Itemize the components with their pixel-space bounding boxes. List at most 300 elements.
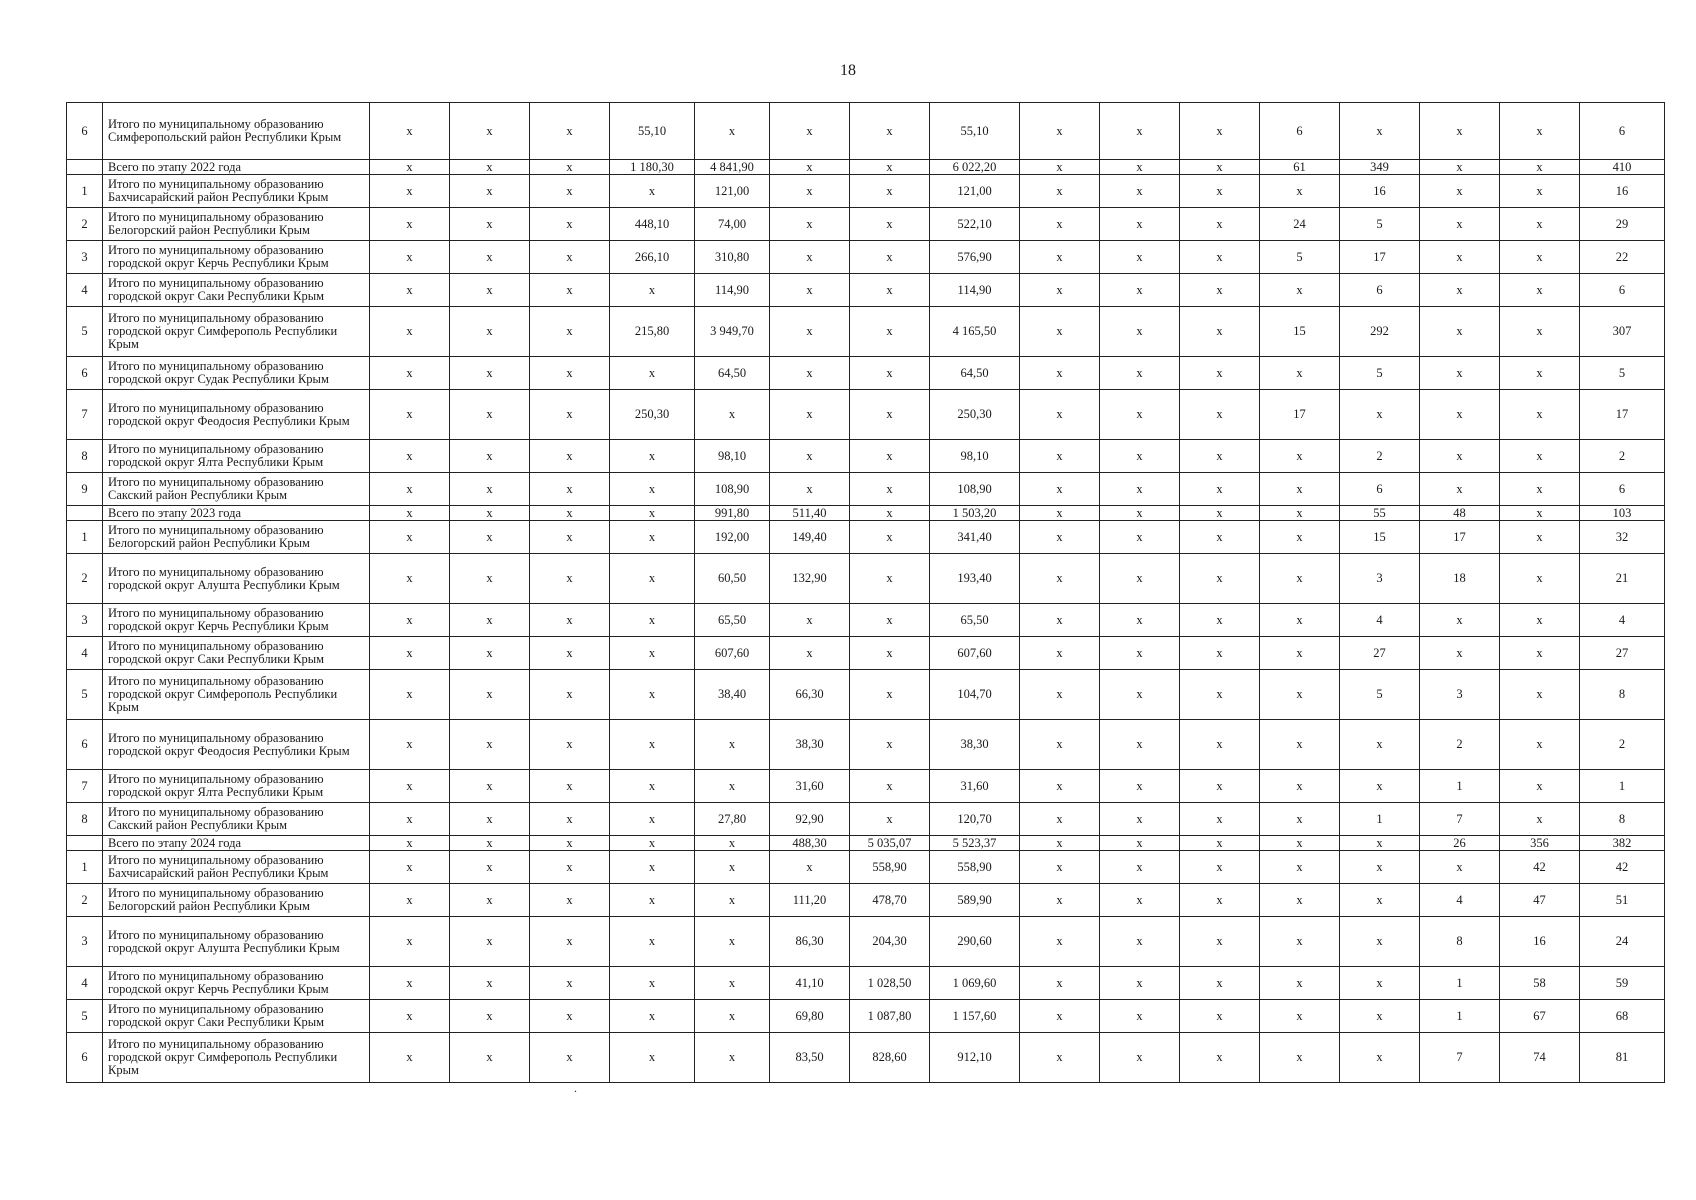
- value-cell: x: [850, 720, 930, 770]
- value-cell: x: [1020, 967, 1100, 1000]
- value-cell: x: [1500, 521, 1580, 554]
- value-cell: x: [1180, 1000, 1260, 1033]
- value-cell: x: [450, 103, 530, 160]
- value-cell: x: [1180, 770, 1260, 803]
- value-cell: 5: [1580, 357, 1665, 390]
- value-cell: 7: [1420, 803, 1500, 836]
- value-cell: 558,90: [850, 851, 930, 884]
- value-cell: x: [450, 473, 530, 506]
- value-cell: x: [1020, 917, 1100, 967]
- municipality-name-cell: Итого по муниципальному образованию Бахчисарайский район Республики Крым: [103, 851, 370, 884]
- value-cell: x: [770, 473, 850, 506]
- value-cell: x: [850, 307, 930, 357]
- value-cell: 991,80: [695, 506, 770, 521]
- value-cell: x: [850, 160, 930, 175]
- value-cell: 22: [1580, 241, 1665, 274]
- value-cell: 4 841,90: [695, 160, 770, 175]
- value-cell: 29: [1580, 208, 1665, 241]
- value-cell: 1: [1420, 967, 1500, 1000]
- value-cell: x: [1500, 274, 1580, 307]
- table-row: [67, 103, 1665, 160]
- value-cell: 21: [1580, 554, 1665, 604]
- value-cell: x: [450, 851, 530, 884]
- value-cell: x: [1100, 440, 1180, 473]
- value-cell: 17: [1260, 390, 1340, 440]
- value-cell: x: [1020, 440, 1100, 473]
- value-cell: 1 087,80: [850, 1000, 930, 1033]
- value-cell: x: [1180, 175, 1260, 208]
- value-cell: x: [610, 884, 695, 917]
- value-cell: 1 157,60: [930, 1000, 1020, 1033]
- value-cell: x: [1020, 670, 1100, 720]
- value-cell: x: [1500, 803, 1580, 836]
- value-cell: x: [370, 506, 450, 521]
- value-cell: x: [1500, 357, 1580, 390]
- value-cell: 5 035,07: [850, 836, 930, 851]
- value-cell: x: [610, 506, 695, 521]
- value-cell: x: [530, 720, 610, 770]
- value-cell: x: [370, 1000, 450, 1033]
- value-cell: x: [1420, 160, 1500, 175]
- value-cell: x: [1260, 720, 1340, 770]
- value-cell: 250,30: [930, 390, 1020, 440]
- value-cell: x: [1100, 670, 1180, 720]
- value-cell: 67: [1500, 1000, 1580, 1033]
- value-cell: 204,30: [850, 917, 930, 967]
- value-cell: 17: [1340, 241, 1420, 274]
- value-cell: x: [1260, 670, 1340, 720]
- value-cell: x: [1100, 473, 1180, 506]
- value-cell: 92,90: [770, 803, 850, 836]
- value-cell: 31,60: [770, 770, 850, 803]
- value-cell: x: [1100, 604, 1180, 637]
- table-row: [67, 637, 1665, 670]
- value-cell: x: [530, 390, 610, 440]
- value-cell: x: [450, 770, 530, 803]
- table-row: [67, 440, 1665, 473]
- value-cell: x: [610, 521, 695, 554]
- municipality-name-cell: Итого по муниципальному образованию городской округ Ялта Республики Крым: [103, 440, 370, 473]
- value-cell: x: [1500, 160, 1580, 175]
- value-cell: x: [450, 160, 530, 175]
- value-cell: x: [450, 307, 530, 357]
- value-cell: x: [1340, 1000, 1420, 1033]
- value-cell: 4 165,50: [930, 307, 1020, 357]
- value-cell: x: [1020, 473, 1100, 506]
- value-cell: 60,50: [695, 554, 770, 604]
- value-cell: 292: [1340, 307, 1420, 357]
- value-cell: 47: [1500, 884, 1580, 917]
- table-row: [67, 307, 1665, 357]
- value-cell: x: [530, 884, 610, 917]
- value-cell: x: [530, 604, 610, 637]
- value-cell: x: [1100, 521, 1180, 554]
- value-cell: x: [1180, 554, 1260, 604]
- value-cell: x: [1420, 307, 1500, 357]
- value-cell: 448,10: [610, 208, 695, 241]
- value-cell: x: [1020, 390, 1100, 440]
- value-cell: x: [450, 208, 530, 241]
- value-cell: x: [610, 836, 695, 851]
- value-cell: x: [1260, 803, 1340, 836]
- value-cell: 307: [1580, 307, 1665, 357]
- value-cell: 8: [1580, 670, 1665, 720]
- municipality-name-cell: Итого по муниципальному образованию Сакский район Республики Крым: [103, 473, 370, 506]
- value-cell: x: [1260, 770, 1340, 803]
- municipality-name-cell: Итого по муниципальному образованию Бахчисарайский район Республики Крым: [103, 175, 370, 208]
- value-cell: 55,10: [930, 103, 1020, 160]
- value-cell: x: [1500, 307, 1580, 357]
- value-cell: 103: [1580, 506, 1665, 521]
- value-cell: x: [370, 440, 450, 473]
- stage-total-row: [67, 506, 1665, 521]
- value-cell: 55,10: [610, 103, 695, 160]
- value-cell: 98,10: [930, 440, 1020, 473]
- value-cell: x: [1340, 836, 1420, 851]
- table-row: [67, 390, 1665, 440]
- row-number-cell: 4: [67, 637, 103, 670]
- value-cell: x: [370, 473, 450, 506]
- value-cell: x: [370, 390, 450, 440]
- value-cell: x: [1180, 967, 1260, 1000]
- value-cell: x: [1100, 851, 1180, 884]
- value-cell: 59: [1580, 967, 1665, 1000]
- value-cell: x: [770, 357, 850, 390]
- value-cell: x: [695, 836, 770, 851]
- value-cell: x: [1420, 103, 1500, 160]
- row-number-cell: [67, 836, 103, 851]
- value-cell: x: [610, 440, 695, 473]
- value-cell: 6: [1580, 274, 1665, 307]
- value-cell: x: [770, 440, 850, 473]
- value-cell: x: [695, 917, 770, 967]
- value-cell: x: [770, 241, 850, 274]
- value-cell: x: [1260, 506, 1340, 521]
- value-cell: x: [850, 440, 930, 473]
- value-cell: x: [1100, 208, 1180, 241]
- value-cell: 42: [1580, 851, 1665, 884]
- value-cell: x: [1500, 720, 1580, 770]
- municipality-name-cell: Итого по муниципальному образованию городской округ Феодосия Республики Крым: [103, 390, 370, 440]
- value-cell: x: [1020, 521, 1100, 554]
- value-cell: 98,10: [695, 440, 770, 473]
- value-cell: x: [450, 803, 530, 836]
- value-cell: x: [1260, 836, 1340, 851]
- value-cell: 69,80: [770, 1000, 850, 1033]
- value-cell: x: [770, 307, 850, 357]
- municipality-name-cell: Всего по этапу 2023 года: [103, 506, 370, 521]
- value-cell: 5: [1340, 208, 1420, 241]
- value-cell: x: [1420, 473, 1500, 506]
- value-cell: x: [370, 554, 450, 604]
- table-row: [67, 851, 1665, 884]
- value-cell: 17: [1420, 521, 1500, 554]
- value-cell: x: [1100, 274, 1180, 307]
- value-cell: x: [610, 274, 695, 307]
- value-cell: x: [850, 390, 930, 440]
- value-cell: x: [1420, 604, 1500, 637]
- row-number-cell: 1: [67, 851, 103, 884]
- value-cell: x: [1020, 803, 1100, 836]
- value-cell: 912,10: [930, 1033, 1020, 1083]
- value-cell: 589,90: [930, 884, 1020, 917]
- value-cell: x: [1100, 917, 1180, 967]
- value-cell: 121,00: [930, 175, 1020, 208]
- value-cell: x: [1100, 506, 1180, 521]
- value-cell: x: [695, 884, 770, 917]
- value-cell: x: [530, 103, 610, 160]
- value-cell: x: [450, 670, 530, 720]
- value-cell: 3: [1340, 554, 1420, 604]
- value-cell: 607,60: [695, 637, 770, 670]
- value-cell: x: [1020, 851, 1100, 884]
- value-cell: 382: [1580, 836, 1665, 851]
- value-cell: x: [850, 175, 930, 208]
- value-cell: 16: [1340, 175, 1420, 208]
- value-cell: 38,30: [930, 720, 1020, 770]
- value-cell: x: [370, 307, 450, 357]
- value-cell: x: [530, 803, 610, 836]
- row-number-cell: 5: [67, 670, 103, 720]
- value-cell: x: [450, 884, 530, 917]
- value-cell: 64,50: [930, 357, 1020, 390]
- value-cell: x: [530, 1000, 610, 1033]
- value-cell: 607,60: [930, 637, 1020, 670]
- value-cell: x: [1420, 357, 1500, 390]
- value-cell: 8: [1580, 803, 1665, 836]
- row-number-cell: 2: [67, 554, 103, 604]
- value-cell: 38,40: [695, 670, 770, 720]
- value-cell: x: [1340, 390, 1420, 440]
- value-cell: x: [850, 103, 930, 160]
- value-cell: x: [610, 1000, 695, 1033]
- value-cell: 828,60: [850, 1033, 930, 1083]
- row-number-cell: 3: [67, 604, 103, 637]
- value-cell: 74,00: [695, 208, 770, 241]
- table-row: [67, 967, 1665, 1000]
- value-cell: x: [450, 1000, 530, 1033]
- value-cell: 41,10: [770, 967, 850, 1000]
- table-row: [67, 803, 1665, 836]
- value-cell: x: [610, 604, 695, 637]
- value-cell: 66,30: [770, 670, 850, 720]
- value-cell: x: [695, 851, 770, 884]
- municipality-name-cell: Итого по муниципальному образованию городской округ Симферополь Республики Крым: [103, 670, 370, 720]
- value-cell: 55: [1340, 506, 1420, 521]
- value-cell: x: [1420, 637, 1500, 670]
- value-cell: x: [770, 604, 850, 637]
- value-cell: 2: [1340, 440, 1420, 473]
- value-cell: x: [1180, 670, 1260, 720]
- value-cell: 108,90: [930, 473, 1020, 506]
- value-cell: x: [530, 836, 610, 851]
- value-cell: x: [370, 357, 450, 390]
- value-cell: x: [610, 851, 695, 884]
- value-cell: x: [1020, 103, 1100, 160]
- value-cell: x: [610, 803, 695, 836]
- value-cell: x: [530, 1033, 610, 1083]
- value-cell: x: [1500, 440, 1580, 473]
- value-cell: x: [1020, 884, 1100, 917]
- value-cell: 61: [1260, 160, 1340, 175]
- value-cell: x: [1020, 160, 1100, 175]
- value-cell: x: [1180, 506, 1260, 521]
- value-cell: x: [770, 851, 850, 884]
- table-row: [67, 274, 1665, 307]
- value-cell: 6: [1340, 473, 1420, 506]
- value-cell: x: [695, 390, 770, 440]
- municipality-name-cell: Итого по муниципальному образованию Симферопольский район Республики Крым: [103, 103, 370, 160]
- value-cell: x: [1180, 720, 1260, 770]
- value-cell: x: [370, 720, 450, 770]
- value-cell: x: [610, 1033, 695, 1083]
- value-cell: 5: [1340, 357, 1420, 390]
- municipality-name-cell: Итого по муниципальному образованию городской округ Алушта Республики Крым: [103, 917, 370, 967]
- value-cell: x: [1500, 103, 1580, 160]
- value-cell: x: [370, 670, 450, 720]
- value-cell: x: [850, 274, 930, 307]
- value-cell: 1 028,50: [850, 967, 930, 1000]
- value-cell: x: [850, 604, 930, 637]
- value-cell: 558,90: [930, 851, 1020, 884]
- value-cell: 2: [1580, 720, 1665, 770]
- value-cell: 1: [1420, 1000, 1500, 1033]
- value-cell: 121,00: [695, 175, 770, 208]
- row-number-cell: 3: [67, 241, 103, 274]
- value-cell: 64,50: [695, 357, 770, 390]
- municipality-name-cell: Итого по муниципальному образованию городской округ Симферополь Республики Крым: [103, 307, 370, 357]
- value-cell: x: [1180, 160, 1260, 175]
- value-cell: x: [530, 473, 610, 506]
- value-cell: x: [1020, 836, 1100, 851]
- value-cell: x: [1260, 440, 1340, 473]
- value-cell: x: [770, 103, 850, 160]
- value-cell: x: [530, 241, 610, 274]
- value-cell: x: [450, 175, 530, 208]
- value-cell: 74: [1500, 1033, 1580, 1083]
- value-cell: 65,50: [930, 604, 1020, 637]
- value-cell: 6: [1580, 103, 1665, 160]
- value-cell: x: [1100, 1000, 1180, 1033]
- value-cell: 42: [1500, 851, 1580, 884]
- value-cell: x: [1340, 967, 1420, 1000]
- table-row: [67, 917, 1665, 967]
- value-cell: x: [370, 274, 450, 307]
- value-cell: x: [370, 241, 450, 274]
- value-cell: x: [1420, 390, 1500, 440]
- value-cell: 3 949,70: [695, 307, 770, 357]
- value-cell: x: [1340, 770, 1420, 803]
- value-cell: x: [850, 521, 930, 554]
- value-cell: 2: [1420, 720, 1500, 770]
- value-cell: x: [530, 274, 610, 307]
- value-cell: 410: [1580, 160, 1665, 175]
- value-cell: x: [1020, 1000, 1100, 1033]
- value-cell: 290,60: [930, 917, 1020, 967]
- value-cell: x: [1500, 473, 1580, 506]
- value-cell: x: [1020, 208, 1100, 241]
- value-cell: 114,90: [930, 274, 1020, 307]
- table-row: [67, 208, 1665, 241]
- value-cell: x: [850, 357, 930, 390]
- value-cell: x: [530, 506, 610, 521]
- municipality-name-cell: Всего по этапу 2022 года: [103, 160, 370, 175]
- value-cell: 266,10: [610, 241, 695, 274]
- value-cell: x: [370, 103, 450, 160]
- value-cell: x: [1260, 851, 1340, 884]
- value-cell: x: [850, 770, 930, 803]
- value-cell: 111,20: [770, 884, 850, 917]
- value-cell: x: [370, 1033, 450, 1083]
- value-cell: x: [370, 803, 450, 836]
- value-cell: 2: [1580, 440, 1665, 473]
- value-cell: x: [1500, 604, 1580, 637]
- value-cell: 5: [1340, 670, 1420, 720]
- value-cell: x: [1100, 770, 1180, 803]
- value-cell: x: [530, 440, 610, 473]
- value-cell: 16: [1580, 175, 1665, 208]
- value-cell: x: [1260, 175, 1340, 208]
- municipality-name-cell: Итого по муниципальному образованию городской округ Симферополь Республики Крым: [103, 1033, 370, 1083]
- stray-mark: .: [574, 1081, 577, 1095]
- value-cell: x: [1260, 473, 1340, 506]
- value-cell: 27: [1580, 637, 1665, 670]
- value-cell: 4: [1340, 604, 1420, 637]
- value-cell: x: [370, 637, 450, 670]
- value-cell: 86,30: [770, 917, 850, 967]
- value-cell: x: [1180, 1033, 1260, 1083]
- value-cell: x: [1180, 390, 1260, 440]
- municipality-name-cell: Итого по муниципальному образованию городской округ Керчь Республики Крым: [103, 604, 370, 637]
- table-row: [67, 1033, 1665, 1083]
- value-cell: x: [370, 884, 450, 917]
- value-cell: 215,80: [610, 307, 695, 357]
- value-cell: x: [1340, 1033, 1420, 1083]
- value-cell: 1 180,30: [610, 160, 695, 175]
- value-cell: x: [850, 803, 930, 836]
- value-cell: x: [1020, 554, 1100, 604]
- row-number-cell: [67, 160, 103, 175]
- value-cell: x: [1260, 521, 1340, 554]
- value-cell: x: [1020, 1033, 1100, 1083]
- value-cell: x: [1180, 884, 1260, 917]
- value-cell: x: [530, 357, 610, 390]
- value-cell: x: [695, 770, 770, 803]
- value-cell: 4: [1420, 884, 1500, 917]
- table-row: [67, 521, 1665, 554]
- value-cell: 31,60: [930, 770, 1020, 803]
- value-cell: 68: [1580, 1000, 1665, 1033]
- value-cell: 192,00: [695, 521, 770, 554]
- value-cell: x: [1100, 836, 1180, 851]
- value-cell: x: [850, 637, 930, 670]
- value-cell: x: [1100, 103, 1180, 160]
- value-cell: 120,70: [930, 803, 1020, 836]
- row-number-cell: 7: [67, 390, 103, 440]
- value-cell: 250,30: [610, 390, 695, 440]
- row-number-cell: 7: [67, 770, 103, 803]
- value-cell: x: [530, 160, 610, 175]
- value-cell: x: [1260, 967, 1340, 1000]
- value-cell: x: [1180, 241, 1260, 274]
- row-number-cell: 6: [67, 103, 103, 160]
- table-row: [67, 554, 1665, 604]
- value-cell: x: [530, 670, 610, 720]
- value-cell: 4: [1580, 604, 1665, 637]
- table-row: [67, 241, 1665, 274]
- value-cell: 341,40: [930, 521, 1020, 554]
- value-cell: x: [1500, 175, 1580, 208]
